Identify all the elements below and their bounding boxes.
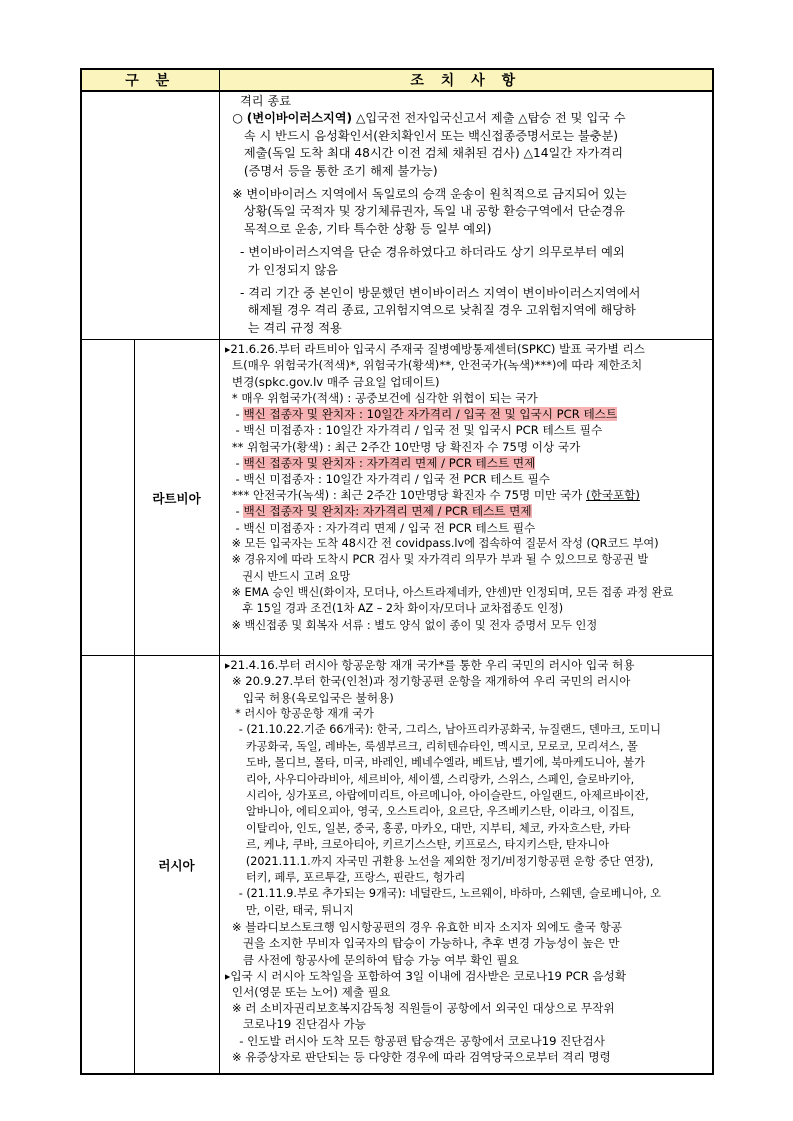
text-line: ※ 경유지에 따라 도착시 PCR 검사 및 자가격리 의무가 부과 될 수 있으므로 항공권 발: [224, 553, 649, 567]
empty-region-cell: [81, 340, 134, 656]
table-header-row: [81, 69, 713, 91]
text-line: ※ 모든 입국자는 도착 48시간 전 covidpass.lv에 접속하여 질문서 작성 (QR코드 부여): [224, 536, 659, 550]
text-line: 이탈리아, 인도, 일본, 중국, 홍콩, 마카오, 대만, 지부티, 체코, 카자흐스탄, 카타: [224, 821, 631, 835]
text-line: ※ 20.9.27.부터 한국(인천)과 정기항공편 운항을 재개하여 우리 국민의 러시아: [224, 674, 631, 689]
text-line: 해제될 경우 격리 종료, 고위험지역으로 낮춰질 경우 고위험지역에 해당하: [224, 303, 636, 318]
text-line: 코로나19 진단검사 가능: [224, 1017, 366, 1032]
text-line: - 백신 접종자 및 완치자: 자가격리 면제 / PCR 테스트 면제: [224, 504, 532, 519]
text-line: - 백신 미접종자 : 자가격리 면제 / 입국 전 PCR 테스트 필수: [224, 520, 536, 535]
measures-table: [80, 68, 714, 1075]
highlighted-text: 백신 접종자 및 완치자: 자가격리 면제 / PCR 테스트 면제: [243, 504, 532, 519]
table-row-germany-cont: [81, 91, 713, 340]
text-line: 제출(독일 도착 최대 48시간 이전 검체 채취된 검사) △14일간 자가격리: [224, 146, 623, 161]
text-line: * 매우 위험국가(적색) : 공중보건에 심각한 위협이 되는 국가: [224, 390, 538, 405]
text-line: - (21.10.22.기준 66개국): 한국, 그리스, 남아프리카공화국, 뉴질랜드, 덴마크, 도미니: [224, 723, 661, 737]
country-name-latvia: 라트비아: [134, 340, 219, 656]
text-line: 시리아, 싱가포르, 아랍에미리트, 아르메니아, 아이슬란드, 아일랜드, 아제르바이잔,: [224, 788, 649, 802]
text-line: 는 격리 규정 적용: [224, 320, 342, 335]
russia-measures-cell: [219, 656, 713, 1074]
text-line: 인서(영문 또는 노어) 제출 필요: [224, 984, 391, 999]
text-line: 큼 사전에 항공사에 문의하여 탑승 가능 여부 확인 필요: [224, 952, 519, 967]
text-line: - 인도발 러시아 도착 모든 항공편 탑승객은 공항에서 코로나19 진단검사: [224, 1033, 605, 1048]
country-name-russia: 러시아: [134, 656, 219, 1074]
text-line: ▸입국 시 러시아 도착일을 포함하여 3일 이내에 검사받은 코로나19 PCR 음성확: [224, 968, 627, 983]
text-line: 가 인정되지 않음: [224, 262, 338, 277]
text-line: - 변이바이러스지역을 단순 경유하였다고 하더라도 상기 의무로부터 예외: [224, 245, 625, 260]
text-line: 트(매우 위험국가(적색)*, 위험국가(황색)**, 안전국가(녹색)***)에 따라 제한조치: [224, 358, 643, 373]
highlighted-text: 백신 접종자 및 완치자 : 10일간 자가격리 / 입국 전 및 입국시 PCR 테스트: [243, 407, 618, 422]
text-line: 변경(spkc.gov.lv 매주 금요일 업데이트): [224, 374, 440, 389]
text-line: 입국 허용(육로입국은 불허용): [224, 690, 394, 705]
header-measures: 조 치 사 항: [219, 69, 713, 91]
text-fragment: △입국전 전자입국신고서 제출 △탑승 전 및 입국 수: [352, 111, 626, 126]
text-line: *** 안전국가(녹색) : 최근 2주간 10만명당 확진자 수 75명 미만 국가 (한국포함): [224, 488, 640, 503]
text-line: 권시 반드시 고려 요망: [224, 569, 351, 583]
text-line: - 백신 미접종자 : 10일간 자가격리 / 입국 전 및 입국시 PCR 테스트 필수: [224, 423, 603, 438]
text-line: ※ 러 소비자권리보호복지감독청 직원들이 공항에서 외국인 대상으로 무작위: [224, 1001, 615, 1016]
text-line: 도바, 몰디브, 몰타, 미국, 바레인, 베네수엘라, 베트남, 벨기에, 북마케도니아, 불가: [224, 756, 645, 770]
text-line: 권을 소지한 무비자 입국자의 탑승이 가능하나, 추후 변경 가능성이 높은 만: [224, 936, 620, 951]
text-line: ※ EMA 승인 백신(화이자, 모더나, 아스트라제네카, 얀센)만 인정되며, 모든 접종 과정 완료: [224, 585, 674, 599]
empty-region-cell: [81, 656, 134, 1074]
text-line: ※ 백신접종 및 회복자 서류 : 별도 양식 없이 종이 및 전자 증명서 모두 인정: [224, 618, 598, 632]
text-line: 르, 케냐, 쿠바, 크로아티아, 키르기스스탄, 키프로스, 타지키스탄, 탄자니아: [224, 838, 610, 852]
text-line: 후 15일 경과 조건(1차 AZ – 2차 화이자/모더나 교차접종도 인정): [224, 602, 564, 616]
text-line: 목적으로 운송, 기타 특수한 상황 등 일부 예외): [224, 221, 492, 236]
text-line: (증명서 등을 통한 조기 해제 불가능): [224, 163, 438, 178]
text-line: - 백신 접종자 및 완치자 : 자가격리 면제 / PCR 테스트 면제: [224, 455, 536, 470]
text-line: 격리 종료: [224, 94, 291, 108]
text-line: (2021.11.1.까지 자국민 귀환용 노선을 제외한 정기/비정기항공편 운항 중단 연장),: [224, 854, 654, 868]
text-line: - 격리 기간 중 본인이 방문했던 변이바이러스 지역이 변이바이러스지역에서: [224, 286, 641, 301]
text-line: 리아, 사우디아라비아, 세르비아, 세이셸, 스리랑카, 스위스, 스페인, 슬로바키아,: [224, 772, 635, 786]
text-line: 속 시 반드시 음성확인서(완치확인서 또는 백신접종증명서로는 불충분): [224, 128, 619, 143]
text-line: - 백신 접종자 및 완치자 : 10일간 자가격리 / 입국 전 및 입국시 PCR 테스트: [224, 407, 618, 422]
text-line: ※ 유증상자로 판단되는 등 다양한 경우에 따라 검역당국으로부터 격리 명령: [224, 1049, 611, 1064]
highlighted-text: 백신 접종자 및 완치자 : 자가격리 면제 / PCR 테스트 면제: [243, 455, 536, 470]
text-line: - 백신 미접종자 : 10일간 자가격리 / 입국 전 PCR 테스트 필수: [224, 471, 550, 486]
text-line: ▸21.4.16.부터 러시아 항공운항 재개 국가*를 통한 우리 국민의 러시아 입국 허용: [224, 658, 635, 673]
underlined-text: (한국포함): [586, 488, 640, 503]
text-line: 알바니아, 에티오피아, 영국, 오스트리아, 요르단, 우즈베키스탄, 이라크, 이집트,: [224, 805, 635, 819]
text-line: 만, 이란, 태국, 튀니지: [224, 903, 354, 917]
text-line: 상황(독일 국적자 및 장기체류권자, 독일 내 공항 환승구역에서 단순경유: [224, 204, 625, 219]
text-line: ※ 블라디보스토크행 임시항공편의 경우 유효한 비자 소지자 외에도 출국 항공: [224, 920, 622, 935]
text-line: - (21.11.9.부로 추가되는 9개국): 네덜란드, 노르웨이, 바하마, 스웨덴, 슬로베니아, 오: [224, 887, 662, 901]
text-line: 터키, 페루, 포르투갈, 프랑스, 핀란드, 헝가리: [224, 870, 466, 884]
text-line: * 러시아 항공운항 재개 국가: [224, 706, 374, 720]
table-row-latvia: [81, 340, 713, 656]
header-category: 구 분: [81, 69, 219, 91]
germany-measures-cell: [219, 91, 713, 340]
text-line: ○ (변이바이러스지역) △입국전 전자입국신고서 제출 △탑승 전 및 입국 수: [224, 111, 626, 126]
text-line: ** 위험국가(황색) : 최근 2주간 10만명 당 확진자 수 75명 이상 국가: [224, 439, 581, 454]
text-line: ▸21.6.26.부터 라트비아 입국시 주재국 질병예방통제센터(SPKC) 발표 국가별 리스: [224, 342, 645, 357]
table-row-russia: [81, 656, 713, 1074]
text-line: ※ 변이바이러스 지역에서 독일로의 승객 운송이 원칙적으로 금지되어 있는: [224, 187, 627, 202]
latvia-measures-cell: [219, 340, 713, 656]
text-line: 카공화국, 독일, 레바논, 룩셈부르크, 리히텐슈타인, 멕시코, 모로코, 모리셔스, 몰: [224, 739, 638, 753]
empty-category-cell: [81, 91, 219, 340]
